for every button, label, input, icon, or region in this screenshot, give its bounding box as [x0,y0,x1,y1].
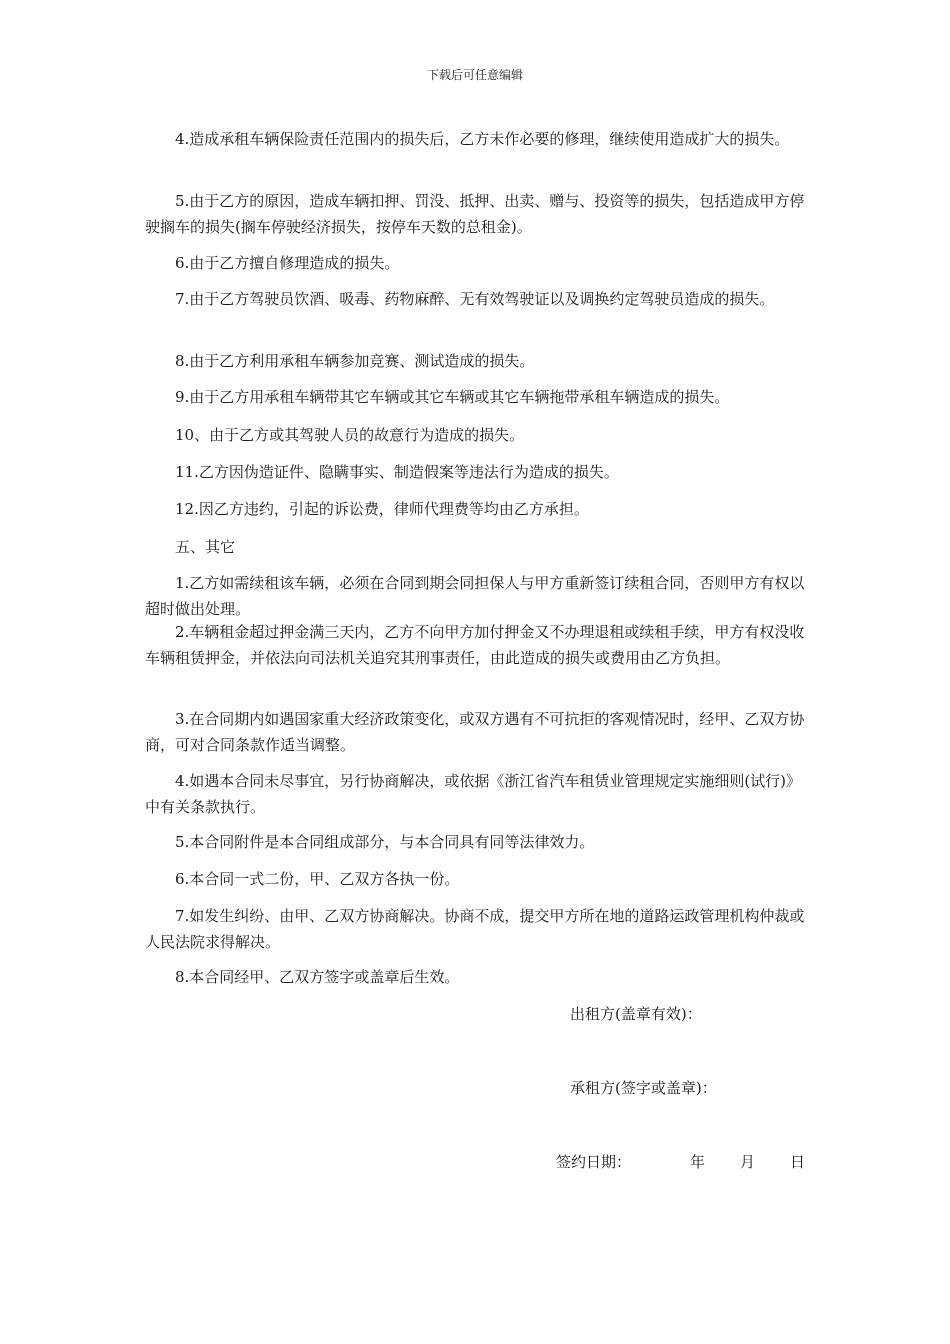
page-header: 下载后可任意编辑 [426,68,523,82]
date-day-label: 日 [790,1153,806,1171]
clause-12: 12.因乙方违约，引起的诉讼费，律师代理费等均由乙方承担。 [175,500,589,518]
clause-6: 6.由于乙方擅自修理造成的损失。 [175,254,400,272]
other-clause-6: 6.本合同一式二份，甲、乙双方各执一份。 [175,870,460,888]
lessee-signature-label: 承租方(签字或盖章)： [570,1079,717,1097]
clause-10: 10、由于乙方或其驾驶人员的故意行为造成的损失。 [175,426,525,444]
signing-date-label: 签约日期： [556,1153,632,1171]
other-clause-1: 1.乙方如需续租该车辆，必须在合同到期会同担保人与甲方重新签订续租合同，否则甲方有权以超时做出处理。 [145,574,805,618]
clause-9: 9.由于乙方用承租车辆带其它车辆或其它车辆或其它车辆拖带承租车辆造成的损失。 [175,388,730,406]
clause-11: 11.乙方因伪造证件、隐瞒事实、制造假案等违法行为造成的损失。 [175,463,619,481]
clause-4: 4.造成承租车辆保险责任范围内的损失后，乙方未作必要的修理，继续使用造成扩大的损失。 [175,130,790,148]
other-clause-2: 2.车辆租金超过押金满三天内，乙方不向甲方加付押金又不办理退租或续租手续，甲方有权没收车辆租赁押金，并依法向司法机关追究其刑事责任，由此造成的损失或费用由乙方负担。 [145,623,805,667]
other-clause-3: 3.在合同期内如遇国家重大经济政策变化，或双方遇有不可抗拒的客观情况时，经甲、乙双方协商，可对合同条款作适当调整。 [145,710,805,754]
lessor-signature-label: 出租方(盖章有效)： [570,1005,702,1023]
clause-7: 7.由于乙方驾驶员饮酒、吸毒、药物麻醉、无有效驾驶证以及调换约定驾驶员造成的损失。 [175,290,775,308]
other-clause-5: 5.本合同附件是本合同组成部分，与本合同具有同等法律效力。 [175,833,595,851]
signing-date-row [556,1149,816,1175]
date-year-label: 年 [690,1153,706,1171]
other-clause-8: 8.本合同经甲、乙双方签字或盖章后生效。 [175,968,460,986]
section-heading-other: 五、其它 [175,538,236,556]
other-clause-4: 4.如遇本合同未尽事宜，另行协商解决，或依据《浙江省汽车租赁业管理规定实施细则(试行)》中有关条款执行。 [145,772,802,816]
clause-8: 8.由于乙方利用承租车辆参加竞赛、测试造成的损失。 [175,352,535,370]
other-clause-7: 7.如发生纠纷、由甲、乙双方协商解决。协商不成，提交甲方所在地的道路运政管理机构仲裁或人民法院求得解决。 [145,907,805,951]
date-month-label: 月 [740,1153,756,1171]
clause-5: 5.由于乙方的原因，造成车辆扣押、罚没、抵押、出卖、赠与、投资等的损失，包括造成甲方停驶搁车的损失(搁车停驶经济损失，按停车天数的总租金)。 [145,192,805,236]
